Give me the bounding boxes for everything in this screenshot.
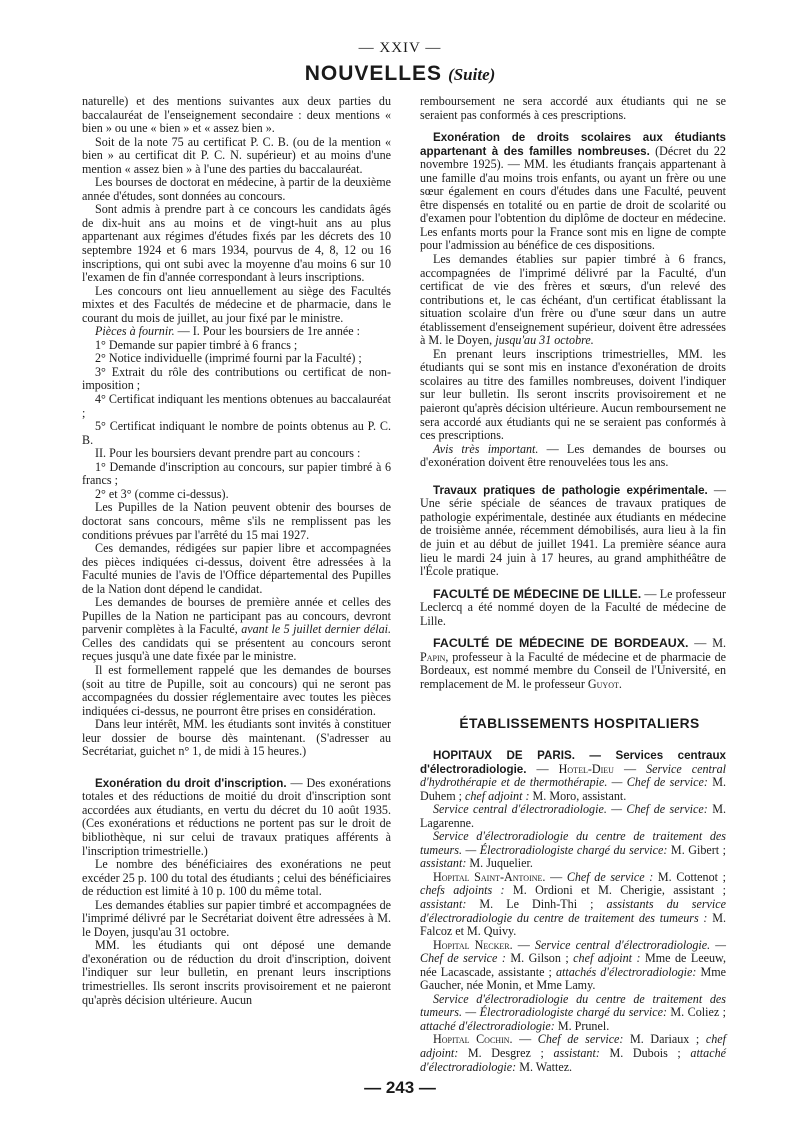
text-run: M. Falcoz et M. Quivy. xyxy=(420,910,726,939)
page-number xyxy=(0,1078,800,1098)
lille-heading: FACULTÉ DE MÉDECINE DE LILLE. xyxy=(433,586,642,601)
text-run: M. Gilson ; xyxy=(505,951,574,966)
list-item: 5° Certificat indiquant le nombre de points obtenus au P. C. B. xyxy=(82,419,391,447)
text-run: M. Le Dinh-Thi ; xyxy=(466,896,607,911)
paragraph: remboursement ne sera accordé aux étudiants qui ne se seraient pas conformés à ces prescriptions. xyxy=(420,94,726,122)
hospitals-heading: HOPITAUX DE PARIS. — Services centraux d'électroradiologie. xyxy=(420,748,726,776)
italic-run: Service central d'hydrothérapie et de thermothérapie. — Chef de service: xyxy=(420,761,727,790)
italic-run: chef adjoint : xyxy=(573,951,641,966)
deadline-italic: jusqu'au 31 octobre. xyxy=(495,333,594,348)
paragraph: Sont admis à prendre part à ce concours les candidats âgés de dix-huit ans au moins et de vingt-huit ans au plus appartenant aux régimes d'études fixés par les décrets des 10 septembre 1924 et 6 mars 1934, pourvus de 4, 8, 12 ou 16 inscriptions, qui ont subi avec la moyenne d'au moins 6 sur 10 l'examen de fin d'année correspondant à leurs inscriptions. xyxy=(82,202,391,285)
paragraph: En prenant leurs inscriptions trimestrielles, MM. les étudiants qui se sont mis en instance d'exonération de droits scolaires au titre des familles nombreuses, doivent l'indiquer sur leur bulletin. Ils seront inscrits provisoirement et ne paieront qu'après décision ultérieure. Aucun remboursement ne sera accordé aux étudiants qui ne se seraient pas conformés à ces prescriptions. xyxy=(420,346,726,443)
text-run: (Décret du 22 novembre 1925). — MM. les étudiants français appartenant à une famille d'au moins trois enfants, ou ayant un frère ou une sœur également en cours d'études dans une Faculté, peuvent être dispensés en totalité ou en partie de droit de scolarité ou d'examen pour l'obtention du diplôme de docteur en médecine. Les enfants morts pour la France sont mis en ligne de compte pour l'admission au bénéfice de ces dispositions. xyxy=(420,143,726,253)
text-run: — Une série spéciale de séances de travaux pratiques de pathologie expérimentale, destinée aux étudiants en médecine de troisième année, récemment démobilisés, aura lieu à la fin de juin et au début de juillet 1941. La première séance aura lieu le mardi 24 juin à 17 heures, au grand amphithéâtre de l'École pratique. xyxy=(420,482,726,579)
text-run: . xyxy=(618,676,622,691)
hospital-name: Hopital Cochin xyxy=(433,1032,510,1047)
practical-work-heading: Travaux pratiques de pathologie expérimentale. xyxy=(433,483,708,497)
page-number-text: — 243 — xyxy=(364,1078,436,1097)
person-name: Papin xyxy=(420,649,446,664)
spacer xyxy=(82,759,391,777)
text-run: . — xyxy=(509,937,535,952)
italic-run: Service central d'électroradiologie. — Chef de service: xyxy=(433,802,708,817)
title-subtitle: (Suite) xyxy=(448,65,496,84)
text-run: M. Dubois ; xyxy=(599,1046,691,1060)
text-run: M. Duhem ; xyxy=(420,775,726,803)
list-item: 1° Demande d'inscription au concours, sur papier timbré à 6 francs ; xyxy=(82,459,391,488)
list-item: 4° Certificat indiquant les mentions obtenues au baccalauréat ; xyxy=(82,392,391,420)
paragraph: MM. les étudiants qui ont déposé une demande d'exonération ou de réduction du droit d'inscription, doivent l'indiquer sur leur bulletin, en prenant leurs inscriptions trimestrielles. Ils seront inscrits provisoirement et ne paieront qu'après décision ultérieure. Aucun xyxy=(82,938,391,1007)
text-run: — Le professeur Leclercq a été nommé doyen de la Faculté de médecine de Lille. xyxy=(420,586,726,628)
italic-run: attaché d'électroradiologie: xyxy=(420,1018,555,1033)
italic-run: assistant: xyxy=(553,1046,600,1060)
families-paragraph xyxy=(420,131,726,253)
italic-run: attachés d'électroradiologie: xyxy=(555,964,697,979)
list-item: II. Pour les boursiers devant prendre part au concours : xyxy=(95,446,361,461)
text-run: M. Ordioni et M. Cherigie, assistant ; xyxy=(504,883,726,898)
text-run: M. Moro, assistant. xyxy=(529,788,627,803)
list-item: 3° Extrait du rôle des contributions ou certificat de non-imposition ; xyxy=(82,364,391,393)
title-main: NOUVELLES xyxy=(304,62,443,85)
text-run: M. Desgrez ; xyxy=(458,1046,554,1060)
spacer xyxy=(420,470,726,484)
person-name: Guyot xyxy=(587,676,619,691)
text-run: Mme Gaucher, née Monin, et Mme Lamy. xyxy=(420,964,726,993)
hospital-paragraph xyxy=(420,939,726,993)
italic-run: chef adjoint: xyxy=(420,1032,726,1060)
text-run: M. Juquelier. xyxy=(466,856,533,871)
paragraph: Soit de la note 75 au certificat P. C. B. (ou de la mention « bien » au certificat dit P. C. N. supérieur) et au moins d'une mention « assez bien » à l'une des parties du baccalauréat. xyxy=(82,134,391,176)
italic-run: Service d'électroradiologie du centre de traitement des tumeurs. — Électroradiologiste chargé du service: xyxy=(420,991,726,1020)
paragraph xyxy=(82,596,391,664)
hospital-name: Hopital Saint-Antoine xyxy=(433,869,543,884)
service-paragraph xyxy=(420,993,726,1034)
text-run: — Les demandes de bourses ou d'exonération doivent être renouvelées tous les ans. xyxy=(420,441,727,470)
italic-run: assistant: xyxy=(420,896,467,911)
italic-run: Chef de service : xyxy=(566,869,654,884)
text-run: , professeur à la Faculté de médecine et de pharmacie de Bordeaux, est nommé membre du Conseil de l'Université, en remplacement de M. le professeur xyxy=(420,649,726,691)
italic-run: Service central d'électroradiologie. — Chef de service : xyxy=(420,937,726,966)
bordeaux-paragraph xyxy=(420,637,726,691)
pieces-rest: — I. Pour les boursiers de 1re année : xyxy=(174,324,360,339)
page-roman-numeral: — XXIV — xyxy=(358,40,442,56)
italic-run: chef adjoint : xyxy=(465,788,530,803)
paragraph: Ces demandes, rédigées sur papier libre et accompagnées des pièces indiquées ci-dessus, doivent être adressées à la Faculté munies de l'avis de l'Office départemental des Pupilles de la Nation dont dépend le candidat. xyxy=(82,541,391,596)
list-item: 2° Notice individuelle (imprimé fourni par la Faculté) ; xyxy=(95,351,362,366)
lille-paragraph xyxy=(420,588,726,629)
italic-run: attaché d'électroradiologie: xyxy=(420,1046,726,1074)
exoneration-heading: Exonération du droit d'inscription. xyxy=(95,776,287,790)
left-column xyxy=(82,95,391,1007)
text-run: — M. xyxy=(688,636,726,651)
text-run: M. Cottenot ; xyxy=(653,869,726,884)
paragraph: Les Pupilles de la Nation peuvent obtenir des bourses de doctorat sans concours, même s'ils ne remplissent pas les conditions prévues par l'arrêté du 15 mai 1927. xyxy=(82,500,391,542)
notice-lead: Avis très important. xyxy=(433,441,539,456)
pieces-lead: Pièces à fournir. xyxy=(95,324,175,339)
hospital-paragraph xyxy=(420,871,726,939)
exoneration-paragraph xyxy=(82,777,391,858)
notice-paragraph xyxy=(420,443,726,470)
text-run: M. Wattez. xyxy=(516,1059,573,1074)
deadline-italic: avant le 5 juillet dernier délai. xyxy=(241,622,391,637)
spacer xyxy=(420,691,726,717)
paragraph: Dans leur intérêt, MM. les étudiants sont invités à constituer leur dossier de bourse dès maintenant. (S'adresser au Secrétariat, guichet n° 1, de midi à 15 heures.) xyxy=(82,717,391,759)
list-item: 1° Demande sur papier timbré à 6 francs ; xyxy=(95,337,298,352)
hospitals-paragraph xyxy=(420,749,726,803)
hospital-paragraph xyxy=(420,1033,726,1074)
pieces-paragraph xyxy=(82,325,391,339)
text-run: . — xyxy=(509,1032,538,1047)
hospital-name: Hotel-Dieu xyxy=(558,761,614,776)
text-run: — xyxy=(526,761,559,776)
spacer xyxy=(420,122,726,131)
text-run: Les demandes de bourses de première année et celles des Pupilles de la Nation ne participant pas au concours, devront parvenir complètes à la Faculté, xyxy=(82,595,391,637)
text-run: M. Dariaux ; xyxy=(623,1032,706,1047)
text-run: — xyxy=(613,761,647,776)
paragraph: Il est formellement rappelé que les demandes de bourses (soit au titre de Pupille, soit au concours) qui ne seront pas accompagnées du dossier réglementaire avec toutes les pièces indiquées ci-dessus, ne pourront être prises en considération. xyxy=(82,662,391,718)
paragraph: Les demandes établies sur papier timbré et accompagnées de l'imprimé délivré par le Secrétariat doivent être adressées à M. le Doyen, jusqu'au 31 octobre. xyxy=(82,897,391,939)
paragraph: Le nombre des bénéficiaires des exonérations ne peut excéder 25 p. 100 du total des étudiants ; celui des bénéficiaires de réduction est limité à 10 p. 100 du même total. xyxy=(82,857,391,899)
families-heading: Exonération de droits scolaires aux étudiants appartenant à des familles nombreuses. xyxy=(420,131,726,158)
text-run: . — xyxy=(542,869,567,884)
text-run: Celles des candidats qui se présentent au concours seront reçues jusqu'à une date fixée par le ministre. xyxy=(82,635,391,664)
service-paragraph xyxy=(420,803,726,830)
italic-run: chefs adjoints : xyxy=(420,883,505,898)
paragraph: naturelle) et des mentions suivantes aux deux parties du baccalauréat de l'enseignement secondaire : deux mentions « bien » ou une « bien » et « assez bien ». xyxy=(82,94,391,136)
text-run: M. Lagarenne. xyxy=(420,802,726,830)
right-column xyxy=(420,95,726,1074)
text-run: Les demandes établies sur papier timbré à 6 francs, accompagnées de l'imprimé délivré par la Faculté, d'un certificat de vie des frères et sœurs, d'un relevé des contributions et, le cas échéant, d'un certificat établissant la situation scolaire d'un frère ou d'une sœur dans un autre établissement d'enseignement supérieur, doivent être adressées à M. le Doyen, xyxy=(420,252,726,348)
italic-run: assistant: xyxy=(420,856,467,871)
hospital-name: Hopital Necker xyxy=(433,937,510,952)
bordeaux-heading: FACULTÉ DE MÉDECINE DE BORDEAUX. xyxy=(433,636,689,651)
paragraph: Les concours ont lieu annuellement au siège des Facultés mixtes et des Facultés de médecine et de pharmacie, dans le courant du mois de juillet, au jour fixé par le ministre. xyxy=(82,283,391,325)
paragraph xyxy=(420,253,726,348)
italic-run: assistants du service d'électroradiologie du centre de traitement des tumeurs : xyxy=(420,896,726,925)
text-run: M. Prunel. xyxy=(554,1018,610,1033)
spacer xyxy=(420,731,726,749)
text-run: M. Gibert ; xyxy=(667,842,726,857)
service-paragraph xyxy=(420,830,726,871)
italic-run: Service d'électroradiologie du centre de traitement des tumeurs. — Électroradiologiste chargé du service: xyxy=(420,829,726,857)
text-run: — Des exonérations totales et des réductions de moitié du droit d'inscription sont accordées aux étudiants, en vertu du décret du 10 août 1935. (Ces exonérations et réductions ne portent pas sur le droit de bibliothèque, ni sur celui de travaux pratiques afférents à l'inscription trimestrielle.) xyxy=(82,775,392,858)
establishments-heading: ÉTABLISSEMENTS HOSPITALIERS xyxy=(459,716,700,732)
section-title xyxy=(0,62,800,86)
list-item: 2° et 3° (comme ci-dessus). xyxy=(95,486,229,501)
text-run: M. Coliez ; xyxy=(667,1005,726,1020)
text-run: Mme de Leeuw, née Lacascade, assistante ; xyxy=(420,951,726,979)
paragraph: Les bourses de doctorat en médecine, à partir de la deuxième année d'études, sont données au concours. xyxy=(82,175,391,203)
italic-run: Chef de service: xyxy=(537,1032,624,1047)
practical-work-paragraph xyxy=(420,484,726,579)
